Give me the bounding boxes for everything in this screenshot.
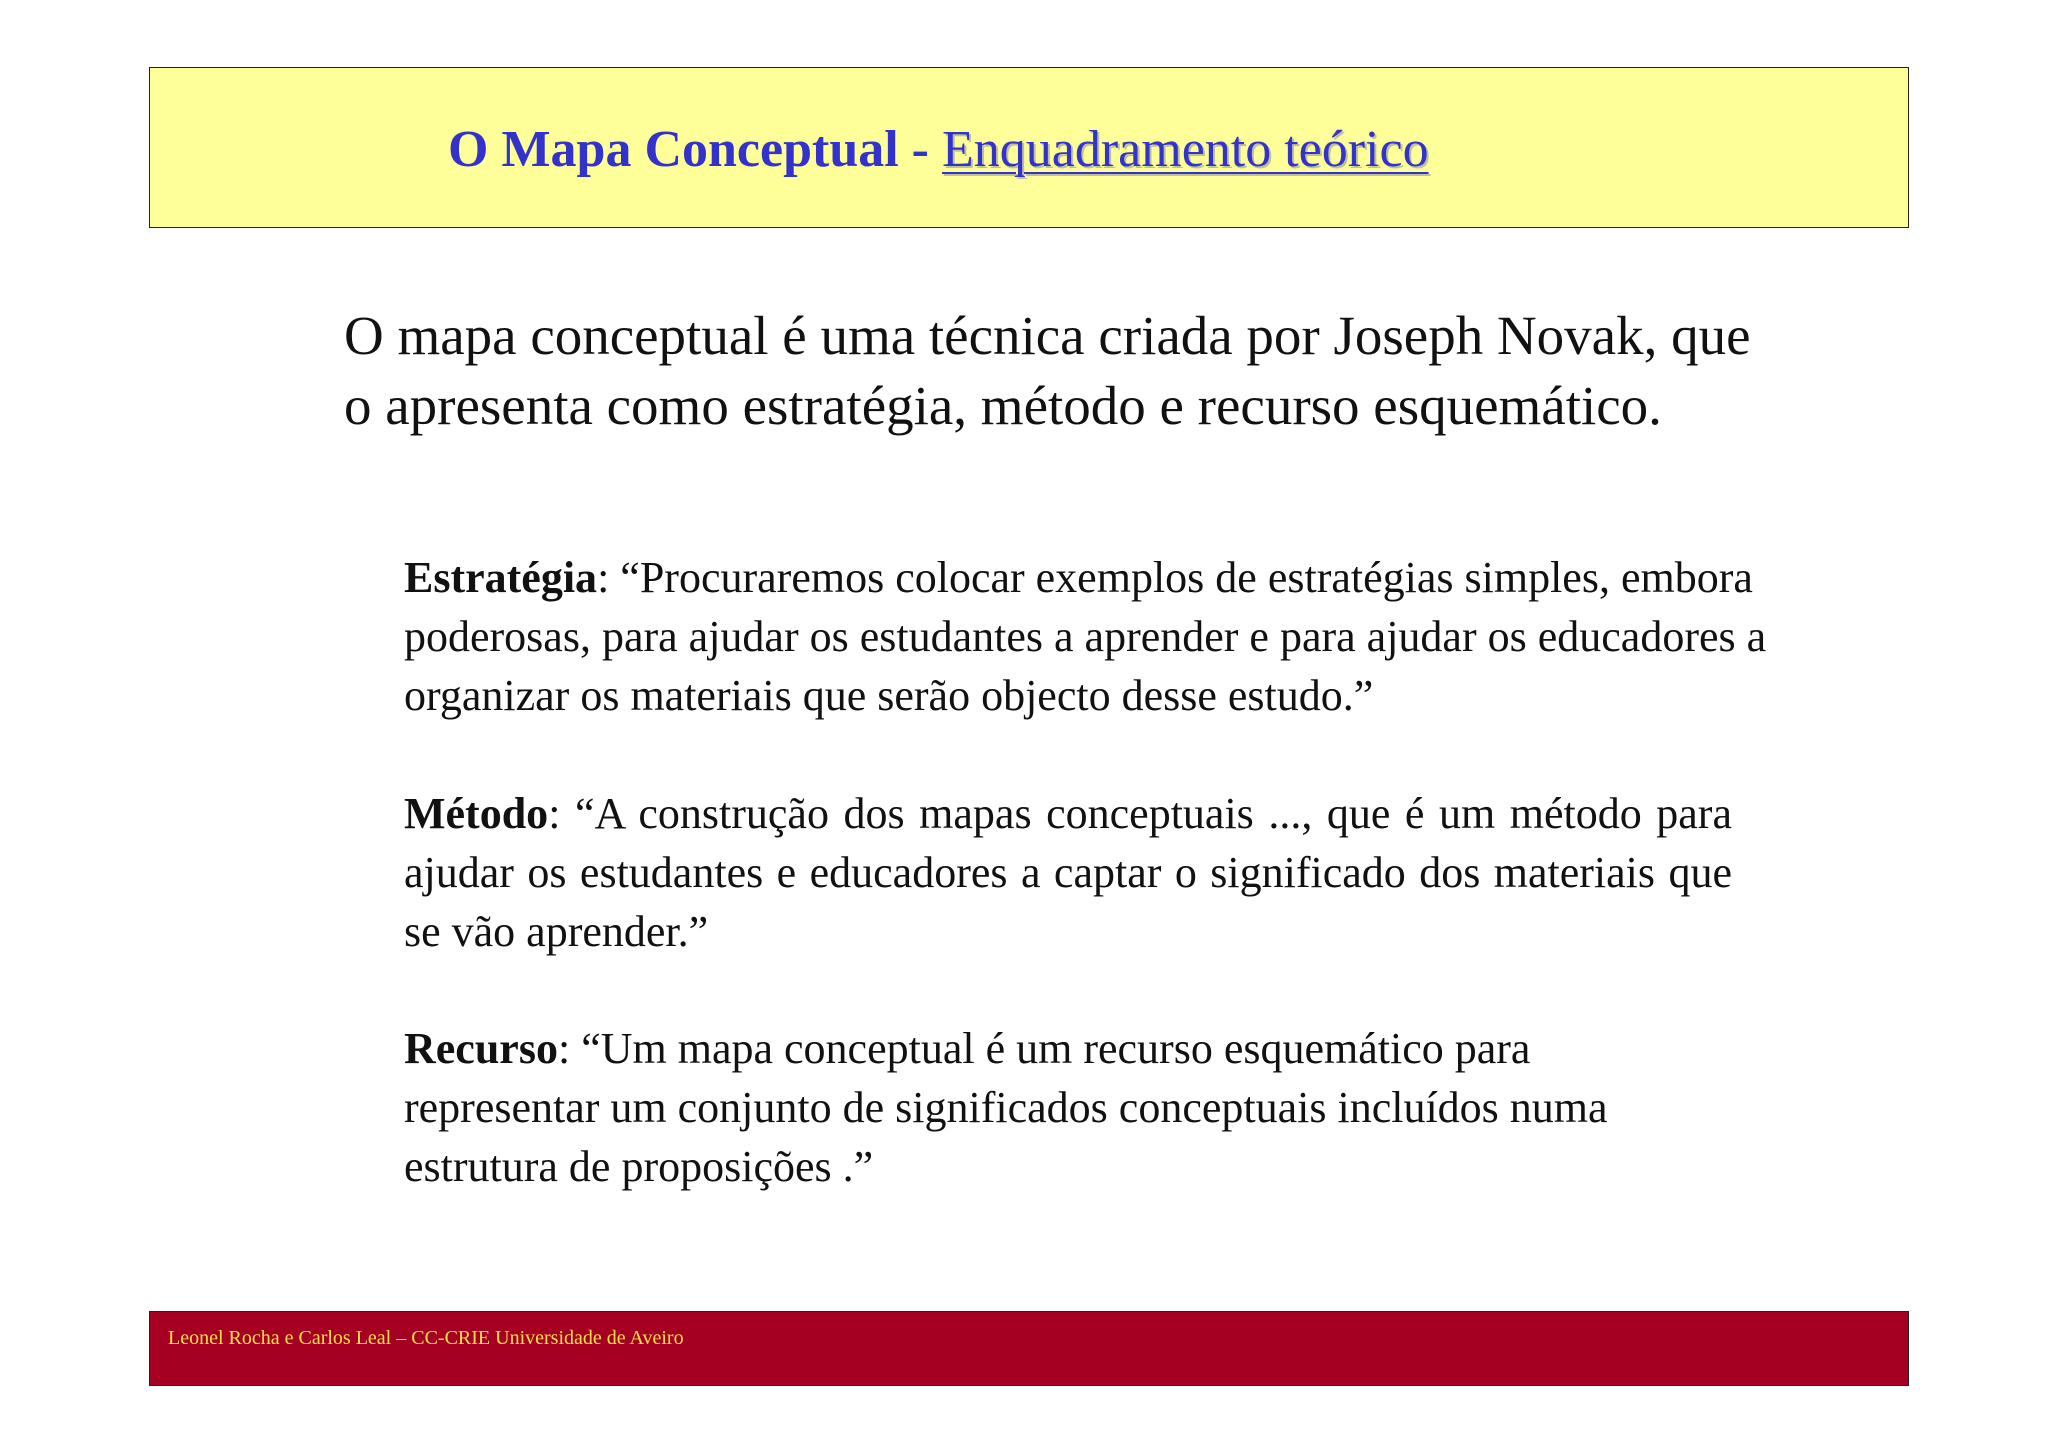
footer-bar [149, 1311, 1909, 1386]
footer-credit: Leonel Rocha e Carlos Leal – CC-CRIE Universidade de Aveiro [168, 1327, 684, 1349]
definition-metodo [404, 784, 1732, 961]
definition-text: “Procuraremos colocar exemplos de estratégias simples, embora poderosas, para ajudar os estudantes a aprender e para ajudar os educadores a organizar os materiais que serão objecto desse estudo.” [404, 553, 1767, 720]
slide-title [448, 120, 1429, 180]
definition-separator: : [548, 789, 575, 838]
slide-title-box [149, 67, 1909, 228]
definition-recurso [404, 1019, 1704, 1196]
definition-term: Método [404, 789, 549, 838]
definition-separator: : [597, 553, 621, 602]
definition-term: Recurso [404, 1024, 558, 1073]
slide-title-main: O Mapa Conceptual - [448, 121, 942, 178]
definition-text: “A construção dos mapas conceptuais ..., que é um método para ajudar os estudantes e educadores a captar o significado dos materiais que se vão aprender.” [404, 789, 1732, 956]
definition-text: “Um mapa conceptual é um recurso esquemático para representar um conjunto de significados conceptuais incluídos numa estrutura de proposições .” [404, 1024, 1608, 1191]
definition-estrategia [404, 548, 1824, 725]
intro-paragraph: O mapa conceptual é uma técnica criada por Joseph Novak, que o apresenta como estratégia, método e recurso esquemático. [344, 305, 1751, 436]
slide-title-subtitle: Enquadramento teórico [942, 121, 1429, 178]
definition-separator: : [557, 1024, 582, 1073]
definition-term: Estratégia [404, 553, 598, 602]
